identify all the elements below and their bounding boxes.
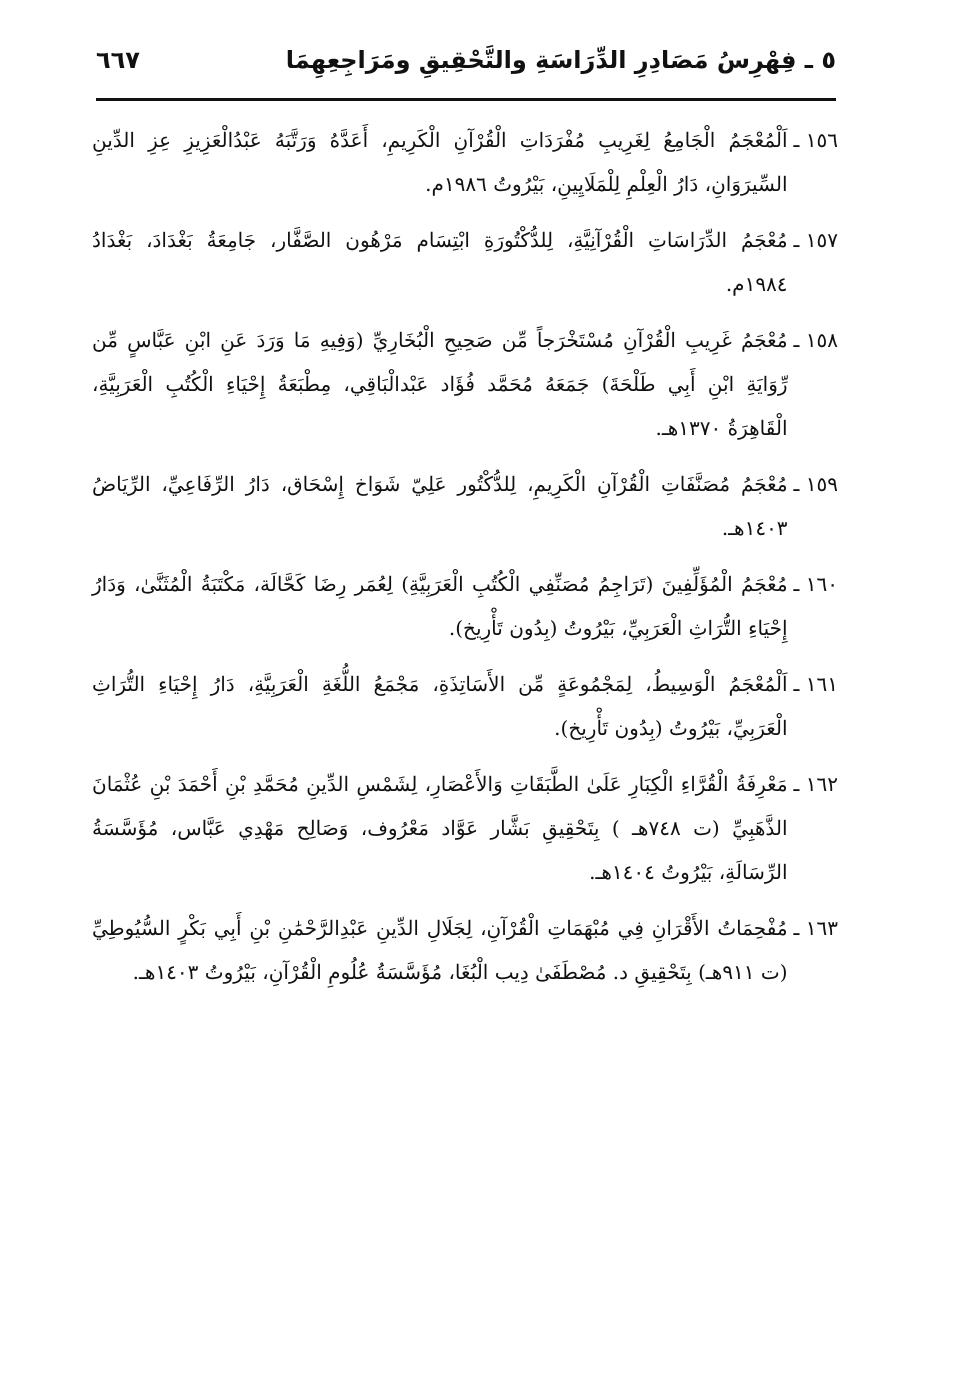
header-rule <box>96 98 836 101</box>
bibliography-entry <box>92 762 838 894</box>
page-header <box>96 40 836 88</box>
page-number: ٦٦٧ <box>96 46 140 74</box>
running-title: ٥ ـ فِهْرِسُ مَصَادِرِ الدِّرَاسَةِ والتَّحْقِيقِ ومَرَاجِعِهِمَا <box>285 46 836 74</box>
bibliography-entry <box>92 318 838 450</box>
entry-text: مُفْحِمَاتُ الأَقْرَانِ فِي مُبْهَمَاتِ الْقُرْآنِ، لِجَلَالِ الدِّينِ عَبْدِالرَّحْمَٰنِ بْنِ أَبِي بَكْرٍ السُّيُوطِيِّ (ت ٩١١هـ) بِتَحْقِيقِ د. مُصْطَفَىٰ دِيب الْبُغَا، مُؤَسَّسَةُ عُلُومِ الْقُرْآنِ، بَيْرُوتُ ١٤٠٣هـ. <box>92 916 788 984</box>
bibliography-entry <box>92 118 838 206</box>
entry-text: مُعْجَمُ الْمُؤَلِّفِينَ (تَرَاجِمُ مُصَنِّفِي الْكُتُبِ الْعَرَبِيَّةِ) لِعُمَر رِضَا كَحَّالَة، مَكْتَبَةُ الْمُثَنَّىٰ، وَدَارُ إِحْيَاءِ التُّرَاثِ الْعَرَبِيِّ، بَيْرُوتُ (بِدُون تَأْرِيخ). <box>92 572 788 640</box>
bibliography-entry <box>92 462 838 550</box>
entry-number: ١٥٨ ـ <box>793 328 838 352</box>
entry-text: مُعْجَمُ غَرِيبِ الْقُرْآنِ مُسْتَخْرَجاً مِّن صَحِيحِ الْبُخَارِيِّ (وَفِيهِ مَا وَرَدَ عَنِ ابْنِ عَبَّاسٍ مِّن رِّوَايَةِ ابْنِ أَبِي طَلْحَةَ) جَمَعَهُ مُحَمَّد فُؤَاد عَبْدالْبَاقِي، مِطْبَعَةُ إِحْيَاءِ الْكُتُبِ الْعَرَبِيَّةِ، الْقَاهِرَةُ ١٣٧٠هـ. <box>92 328 788 440</box>
entry-number: ١٦١ ـ <box>793 672 838 696</box>
entry-text: اَلْمُعْجَمُ الْوَسِيطُ، لِمَجْمُوعَةٍ مِّن الأَسَاتِذَةِ، مَجْمَعُ اللُّغَةِ الْعَرَبِيَّةِ، دَارُ إِحْيَاءِ التُّرَاثِ الْعَرَبِيِّ، بَيْرُوتُ (بِدُون تَأْرِيخ). <box>92 672 788 740</box>
entry-number: ١٥٧ ـ <box>793 228 838 252</box>
bibliography-list <box>92 118 838 1006</box>
bibliography-entry <box>92 218 838 306</box>
entry-number: ١٥٩ ـ <box>793 472 838 496</box>
entry-text: مُعْجَمُ مُصَنَّفَاتِ الْقُرْآنِ الْكَرِيمِ، لِلدُّكْتُور عَلِيّ شَوَاخ إِسْحَاق، دَارُ الرِّفَاعِيِّ، الرِّيَاضُ ١٤٠٣هـ. <box>92 472 788 540</box>
entry-text: مُعْجَمُ الدِّرَاسَاتِ الْقُرْآنِيَّةِ، لِلدُّكْتُورَةِ ابْتِسَام مَرْهُون الصَّفَّار، جَامِعَةُ بَغْدَادَ، بَغْدَادُ ١٩٨٤م. <box>92 228 788 296</box>
entry-number: ١٦٠ ـ <box>793 572 838 596</box>
entry-text: اَلْمُعْجَمُ الْجَامِعُ لِغَرِيبِ مُفْرَدَاتِ الْقُرْآنِ الْكَرِيمِ، أَعَدَّهُ وَرَتَّبَهُ عَبْدُالْعَزِيزِ عِزِ الدِّينِ السِّيرَوَانِ، دَارُ الْعِلْمِ لِلْمَلَايِينِ، بَيْرُوتُ ١٩٨٦م. <box>92 128 788 196</box>
bibliography-entry <box>92 906 838 994</box>
entry-text: مَعْرِفَةُ الْقُرَّاءِ الْكِبَارِ عَلَىٰ الطَّبَقَاتِ وَالأَعْصَارِ، لِشَمْسِ الدِّينِ مُحَمَّدِ بْنِ أَحْمَدَ بْنِ عُثْمَانَ الذَّهَبِيِّ (ت ٧٤٨هـ ) بِتَحْقِيقِ بَشَّار عَوَّاد مَعْرُوف، وَصَالِح مَهْدِي عَبَّاس، مُؤَسَّسَةُ الرِّسَالَةِ، بَيْرُوتُ ١٤٠٤هـ. <box>92 772 788 884</box>
entry-number: ١٥٦ ـ <box>793 128 838 152</box>
bibliography-entry <box>92 662 838 750</box>
entry-number: ١٦٣ ـ <box>793 916 838 940</box>
bibliography-entry <box>92 562 838 650</box>
entry-number: ١٦٢ ـ <box>793 772 838 796</box>
